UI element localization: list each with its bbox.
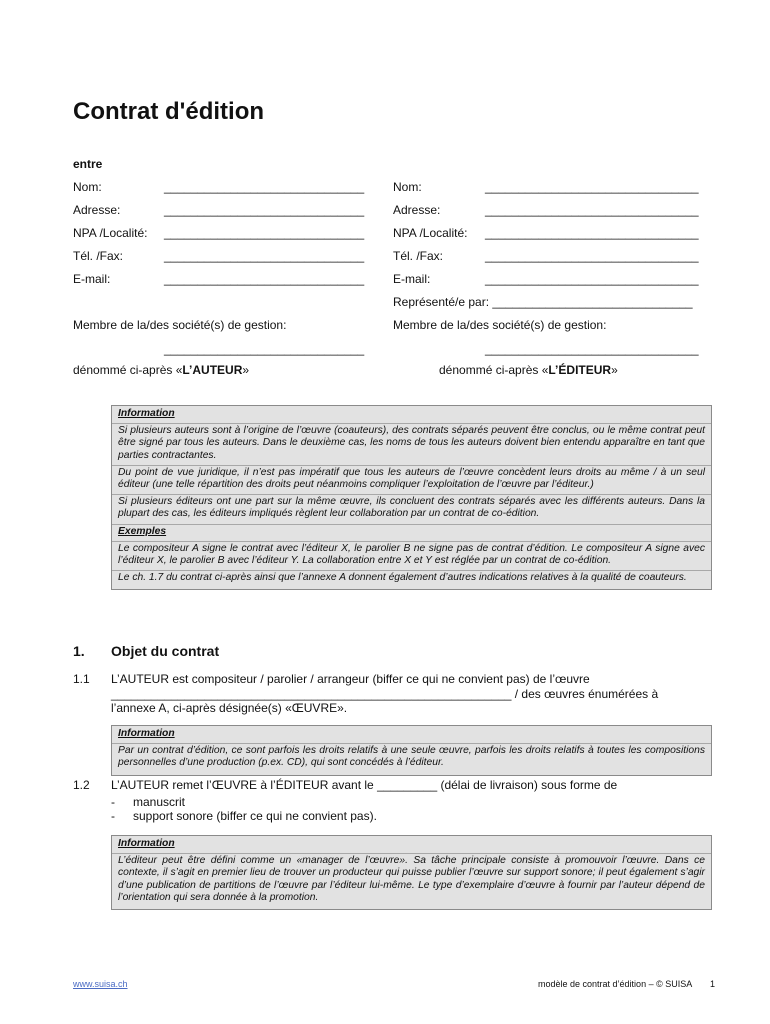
clause-1-1-text [111,672,713,716]
author-npa-label: NPA /Localité: [73,226,148,240]
examples-heading: Exemples [118,525,167,537]
footer-copyright: modèle de contrat d’édition – © SUISA [538,979,693,989]
list-dash: - [111,795,115,809]
info-paragraph: L’éditeur peut être défini comme un «manager de l’œuvre». Sa tâche principale consiste à promouvoir l’œuvre. Dans ce contexte, il s’agit en premier lieu de trouver un producteur qui puisse publier l’œuvre sur support sonore; il peut également s’agir d’une publication de partitions de l’œuvre par l’éditeur lui-même. Le type d’exemplaire d’œuvre à fournir par l’auteur dépend de l’orientation qui sera donnée à la promotion. [118,855,705,903]
info-paragraph: Par un contrat d’édition, ce sont parfois les droits relatifs à une seule œuvre, parfois les droits relatifs à toutes les compositions personnelles d’une production (p.ex. CD), qui sont concédés à l’éditeur. [118,745,705,769]
author-name-label: Nom: [73,180,102,194]
footer-website-link[interactable]: www.suisa.ch [73,979,128,989]
divider [112,853,711,854]
author-denomme-suffix: » [242,363,250,377]
info-box-scope [111,725,712,776]
editor-membre-label: Membre de la/des société(s) de gestion: [393,318,607,332]
divider [112,465,711,466]
author-tel-field[interactable]: ______________________________ [164,249,365,263]
editor-name-label: Nom: [393,180,422,194]
author-name-field[interactable]: ______________________________ [164,180,365,194]
divider [112,423,711,424]
info-box-editor-role [111,835,712,910]
author-membre-label: Membre de la/des société(s) de gestion: [73,318,287,332]
section-number: 1. [73,643,85,659]
editor-address-label: Adresse: [393,203,441,217]
list-item-manuscrit: manuscrit [133,795,186,809]
info-paragraph: Si plusieurs éditeurs ont une part sur la même œuvre, ils concluent des contrats séparés avec les différents auteurs. Dans la plupart des cas, les éditeurs impliqués règlent leur collaboration par un contrat de co-édition. [118,496,705,520]
clause-number: 1.1 [73,672,90,686]
editor-email-field[interactable]: ________________________________ [485,272,699,286]
editor-denomme-name: L’ÉDITEUR [548,363,612,377]
editor-name-field[interactable]: ________________________________ [485,180,699,194]
editor-denomme [439,363,618,377]
page-number: 1 [710,979,716,989]
editor-email-label: E-mail: [393,272,431,286]
info-paragraph: Si plusieurs auteurs sont à l’origine de l’œuvre (coauteurs), des contrats séparés peuvent être conclus, ou le même contrat peut être signé par tous les auteurs. Dans le deuxième cas, les noms de tous les auteurs doivent bien entendu apparaître en tant que parties contractantes. [118,425,705,461]
author-tel-label: Tél. /Fax: [73,249,124,263]
info-heading: Information [118,728,175,739]
editor-address-field[interactable]: ________________________________ [485,203,699,217]
editor-tel-label: Tél. /Fax: [393,249,444,263]
author-denomme [73,363,249,377]
editor-npa-label: NPA /Localité: [393,226,468,240]
info-paragraph: Le compositeur A signe le contrat avec l’éditeur X, le parolier B ne signe pas de contrat d’édition. Le compositeur A signe avec l’éditeur X, le parolier B avec l’éditeur Y. La collaboration entre X et Y est réglée par un contrat de co-édition. [118,542,705,567]
clause-line: ____________________________________________________________ / des œuvres énumérées à [111,686,659,701]
editor-membre-field[interactable]: ________________________________ [485,342,699,356]
editor-represente-field[interactable]: Représenté/e par: ______________________________ [393,295,693,309]
list-dash: - [111,809,115,823]
divider [112,494,711,495]
clause-line: L’AUTEUR est compositeur / parolier / arrangeur (biffer ce qui ne convient pas) de l’œuvre [111,672,590,686]
list-item-support-sonore: support sonore (biffer ce qui ne convient pas). [133,809,377,823]
divider [112,570,711,571]
author-address-label: Adresse: [73,203,121,217]
info-paragraph: Le ch. 1.7 du contrat ci-après ainsi que l’annexe A donnent également d’autres indications relatives à la qualité de coauteurs. [118,572,687,584]
author-email-field[interactable]: ______________________________ [164,272,365,286]
divider [112,743,711,744]
entre-label: entre [73,157,103,171]
editor-npa-field[interactable]: ________________________________ [485,226,699,240]
document-title: Contrat d'édition [73,98,265,125]
divider [112,541,711,542]
author-denomme-prefix: dénommé ci-après « [73,363,183,377]
clause-number: 1.2 [73,778,90,792]
author-membre-field[interactable]: ______________________________ [164,342,365,356]
info-heading: Information [118,838,175,849]
editor-tel-field[interactable]: ________________________________ [485,249,699,263]
section-title: Objet du contrat [111,643,220,659]
divider [112,524,711,525]
clause-1-2-text: L’AUTEUR remet l’ŒUVRE à l’ÉDITEUR avant le _________ (délai de livraison) sous forme de [111,778,618,792]
info-paragraph: Du point de vue juridique, il n’est pas impératif que tous les auteurs de l’œuvre concèdent leurs droits au même / à un seul éditeur (une telle répartition des droits peut néanmoins compliquer l’exploitation de l’œuvre par l’éditeur.) [118,466,705,491]
info-box-coauthors [111,405,712,590]
editor-denomme-prefix: dénommé ci-après « [439,363,549,377]
author-address-field[interactable]: ______________________________ [164,203,365,217]
author-denomme-name: L’AUTEUR [182,363,243,377]
author-npa-field[interactable]: ______________________________ [164,226,365,240]
editor-denomme-suffix: » [611,363,618,377]
clause-line: l’annexe A, ci-après désignée(s) «ŒUVRE». [111,701,348,716]
author-email-label: E-mail: [73,272,111,286]
info-heading: Information [118,408,175,419]
